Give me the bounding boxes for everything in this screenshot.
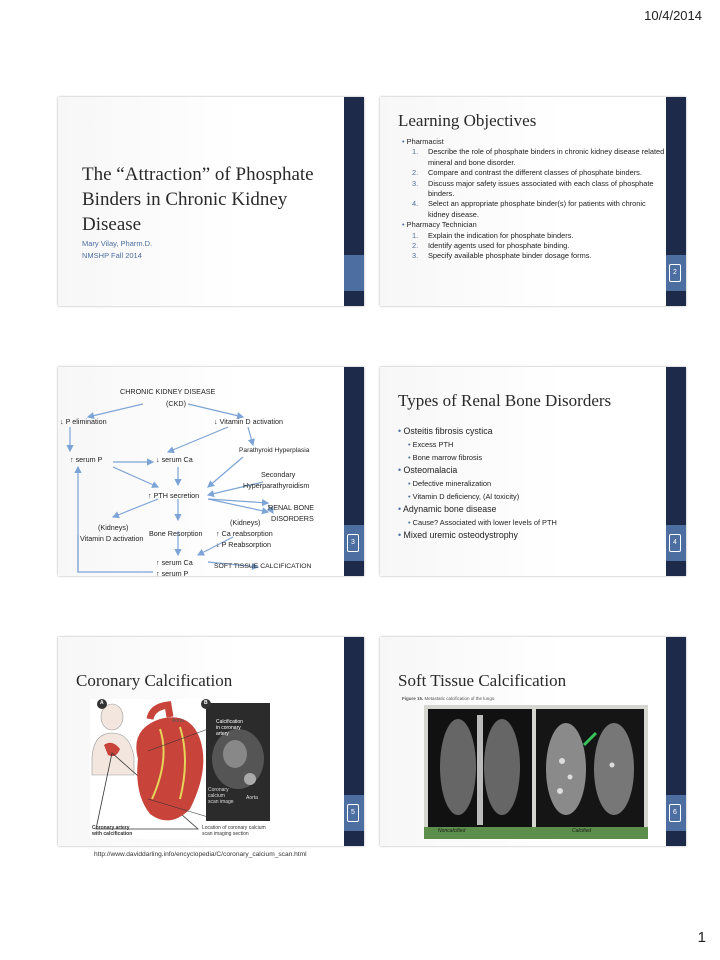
slide-4 — [380, 367, 686, 576]
diagram-label: ↓ P elimination — [60, 417, 107, 426]
figure-label: Location of coronary calcium scan imaging section — [202, 825, 266, 837]
slide-title: Soft Tissue Calcification — [398, 671, 567, 690]
slide-title: Coronary Calcification — [76, 671, 233, 690]
diagram-label: ↓ serum Ca — [156, 455, 193, 464]
slide-2 — [380, 97, 686, 306]
figure-caption: Figure 15. Metastatic calcification of the lungs. — [402, 696, 496, 701]
disorder-item: • Osteitis fibrosis cystica — [398, 426, 493, 436]
disorder-detail: • Bone marrow fibrosis — [408, 453, 483, 462]
diagram-label: RENAL BONE — [268, 503, 315, 512]
diagram-label: SOFT TISSUE CALCIFICATION — [214, 563, 312, 570]
objectives-list — [402, 137, 667, 262]
diagram-label: DISORDERS — [271, 514, 314, 523]
event-name: NMSHP Fall 2014 — [82, 251, 142, 260]
figure-label: Aorta — [172, 718, 184, 724]
slide-number: 3 — [347, 534, 359, 552]
panel-label: B — [204, 700, 208, 706]
disorder-item: • Mixed uremic osteodystrophy — [398, 530, 518, 540]
disorder-detail: • Vitamin D deficiency, (Al toxicity) — [408, 492, 520, 501]
objective-item: 2. Compare and contrast the different classes of phosphate binders. — [412, 168, 642, 178]
xray-label: Noncalcified — [438, 828, 466, 834]
diagram-label: ↑ serum P — [70, 455, 103, 464]
flow-diagram — [58, 367, 344, 587]
diagram-label: Hyperparathyroidism — [243, 481, 310, 490]
slide-title: Types of Renal Bone Disorders — [398, 391, 612, 410]
diagram-label: Parathyroid Hyperplasia — [239, 447, 310, 454]
panel-label: A — [100, 700, 104, 706]
slide-number: 4 — [669, 534, 681, 552]
figure-label: Coronary calcium scan image — [208, 787, 234, 805]
source-url: http://www.daviddarling.info/encyclopedia/C/coronary_calcium_scan.html — [94, 851, 307, 858]
slide-accent-bar — [344, 97, 364, 306]
objective-item: 3. Discuss major safety issues associated with each class of phosphate binders. — [412, 178, 654, 199]
author-info — [82, 238, 152, 262]
diagram-label: (Kidneys) — [230, 518, 261, 527]
coronary-figure — [90, 699, 324, 839]
diagram-label: ↓ P Reabsorption — [216, 540, 272, 549]
diagram-label: Vitamin D activation — [80, 534, 144, 543]
slide-number: 2 — [669, 264, 681, 282]
objective-item: 2. Identify agents used for phosphate binding. — [412, 241, 570, 251]
diagram-label: (Kidneys) — [98, 523, 129, 532]
figure-label: Coronary artery with calcification — [92, 825, 133, 837]
slide-title: Learning Objectives — [398, 111, 537, 130]
presentation-title: The “Attraction” of Phosphate Binders in Chronic Kidney Disease — [82, 164, 314, 235]
diagram-label: Secondary — [261, 470, 296, 479]
diagram-label: Bone Resorption — [149, 529, 203, 538]
figure-label: Calcification in coronary artery — [216, 719, 243, 737]
slide-number: 6 — [669, 804, 681, 822]
page-number: 1 — [697, 929, 706, 946]
slide-number: 5 — [347, 804, 359, 822]
xray-images — [424, 705, 648, 839]
slide-3 — [58, 367, 364, 576]
diagram-label: ↑ serum P — [156, 569, 189, 578]
slide-5 — [58, 637, 364, 846]
figure-label: Aorta — [246, 795, 258, 801]
disorder-detail: • Excess PTH — [408, 440, 454, 449]
disorder-list — [398, 425, 660, 542]
author-name: Mary Vilay, Pharm.D. — [82, 239, 153, 248]
disorder-item: • Adynamic bone disease — [398, 504, 497, 514]
objective-group: • Pharmacist — [402, 137, 444, 146]
diagram-label: ↑ serum Ca — [156, 558, 193, 567]
coronary-illustration — [90, 699, 324, 839]
xray-label: Calcified — [572, 828, 592, 834]
disorder-detail: • Defective mineralization — [408, 479, 492, 488]
objective-item: 3. Specify available phosphate binder dosage forms. — [412, 251, 592, 261]
diagram-label: ↑ PTH secretion — [148, 491, 200, 500]
diagram-label: CHRONIC KIDNEY DISEASE — [120, 387, 216, 396]
diagram-label: ↑ Ca reabsorption — [216, 529, 273, 538]
slide-6 — [380, 637, 686, 846]
disorder-item: • Osteomalacia — [398, 465, 458, 475]
diagram-label: (CKD) — [166, 399, 186, 408]
diagram-label: ↓ Vitamin D activation — [214, 417, 283, 426]
objective-group: • Pharmacy Technician — [402, 220, 477, 230]
disorder-detail: • Cause? Associated with lower levels of PTH — [408, 518, 557, 527]
objective-item: 1. Describe the role of phosphate binders in chronic kidney disease related mineral and bone disorder. — [412, 147, 665, 167]
slide-1 — [58, 97, 364, 306]
objective-item: 1. Explain the indication for phosphate binders. — [412, 230, 574, 240]
print-date: 10/4/2014 — [644, 8, 702, 23]
xray-figure — [424, 705, 648, 839]
objective-item: 4. Select an appropriate phosphate binder(s) for patients with chronic kidney disease. — [412, 199, 646, 219]
